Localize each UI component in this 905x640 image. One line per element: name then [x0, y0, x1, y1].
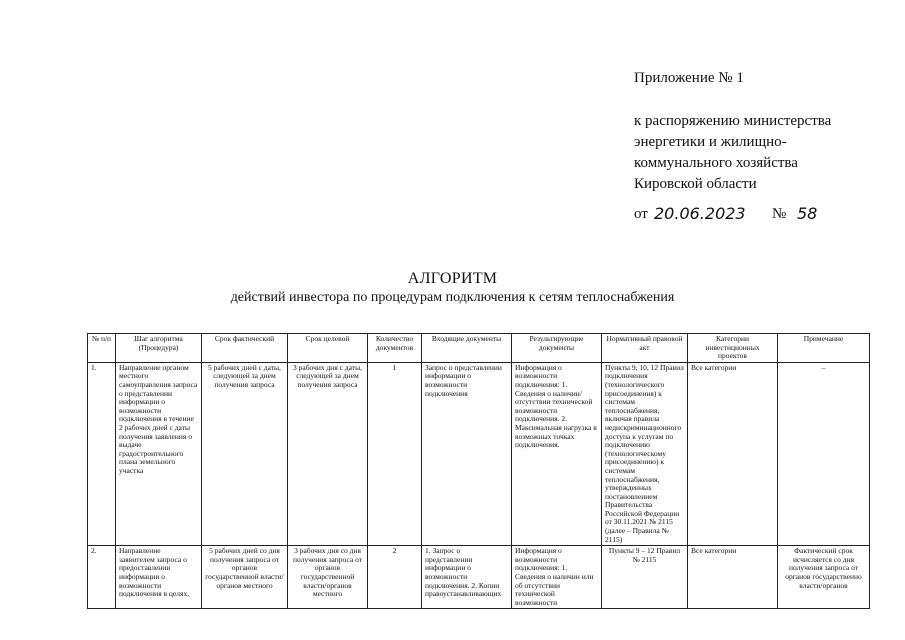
header-doc-count: Количество документов	[368, 334, 422, 363]
from-label: от	[634, 206, 648, 222]
row-actual-term: 5 рабочих дней со дня получения запроса от органов государственной власти/ органов местного	[202, 546, 288, 609]
row-legal-act: Пункты 9 – 12 Правил № 2115	[602, 546, 688, 609]
row-step: Направление органом местного самоуправления запроса о представлении информации о возможности подключения в течение 2 рабочих дней с даты получения заявления о выдаче градостроительного плана земельного участка	[116, 362, 202, 545]
header-note: Примечание	[778, 334, 870, 363]
table-row	[88, 546, 870, 609]
row-incoming-docs: 1. Запрос о представлении информации о возможности подключения. 2. Копии правоустанавливающих	[422, 546, 512, 609]
order-number: 58	[797, 204, 818, 223]
number-label: №	[772, 206, 787, 222]
order-reference-line-2: энергетики и жилищно-	[634, 134, 787, 150]
table-row	[88, 362, 870, 545]
algorithm-table	[87, 333, 870, 609]
header-step: Шаг алгоритма (Процедура)	[116, 334, 202, 363]
row-note: –	[778, 362, 870, 545]
row-note: Фактический срок исчисляется со дня получения запроса от органов государственно власти/органов	[778, 546, 870, 609]
row-project-category: Все категории	[688, 362, 778, 545]
header-legal-act: Нормативный правовой акт	[602, 334, 688, 363]
row-doc-count: 2	[368, 546, 422, 609]
row-target-term: 3 рабочих дня с даты, следующей за днем получения запроса	[288, 362, 368, 545]
order-reference-line-4: Кировской области	[634, 176, 757, 192]
document-title: АЛГОРИТМ	[407, 270, 498, 287]
row-resulting-docs: Информация о возможности подключения: 1. Сведения о наличии или об отсутствии технической возможности	[512, 546, 602, 609]
row-doc-count: 1	[368, 362, 422, 545]
row-project-category: Все категории	[688, 546, 778, 609]
row-resulting-docs: Информация о возможности подключения: 1. Сведения о наличии/отсутствии технической возможности подключения. 2. Максимальная нагрузка в возможных точках подключения.	[512, 362, 602, 545]
order-date-number	[634, 206, 884, 230]
header-target-term: Срок целевой	[288, 334, 368, 363]
table-header-row	[88, 334, 870, 363]
row-step: Направление заявителем запроса о предоставлении информации о возможности подключения в целях,	[116, 546, 202, 609]
header-incoming-docs: Входящие документы	[422, 334, 512, 363]
row-target-term: 3 рабочих дня со дня получения запроса от органов государственной власти/органов местного	[288, 546, 368, 609]
order-reference-line-1: к распоряжению министерства	[634, 113, 832, 129]
row-incoming-docs: Запрос о представлении информации о возможности подключения	[422, 362, 512, 545]
row-actual-term: 5 рабочих дней с даты, следующей за днем получения запроса	[202, 362, 288, 545]
order-date: 20.06.2023	[654, 204, 746, 223]
order-reference-line-3: коммунального хозяйства	[634, 155, 798, 171]
header-actual-term: Срок фактический	[202, 334, 288, 363]
header-num: № п/п	[88, 334, 116, 363]
header-resulting-docs: Результирующие документы	[512, 334, 602, 363]
appendix-label: Приложение № 1	[634, 70, 744, 86]
row-num: 2.	[88, 546, 116, 609]
document-subtitle: действий инвестора по процедурам подключения к сетям теплоснабжения	[230, 290, 675, 305]
header-project-category: Категории инвестиционных проектов	[688, 334, 778, 363]
row-num: 1.	[88, 362, 116, 545]
row-legal-act: Пункты 9, 10, 12 Правил подключения (технологического присоединения) к системам теплоснабжения, включая правила недискриминационного доступа к услугам по подключению (технологическому присоединению) к системам теплоснабжения, утвержденных постановлением Правительства Российской Федерации от 30.11.2021 № 2115 (далее – Правила № 2115)	[602, 362, 688, 545]
order-reference	[634, 111, 831, 195]
